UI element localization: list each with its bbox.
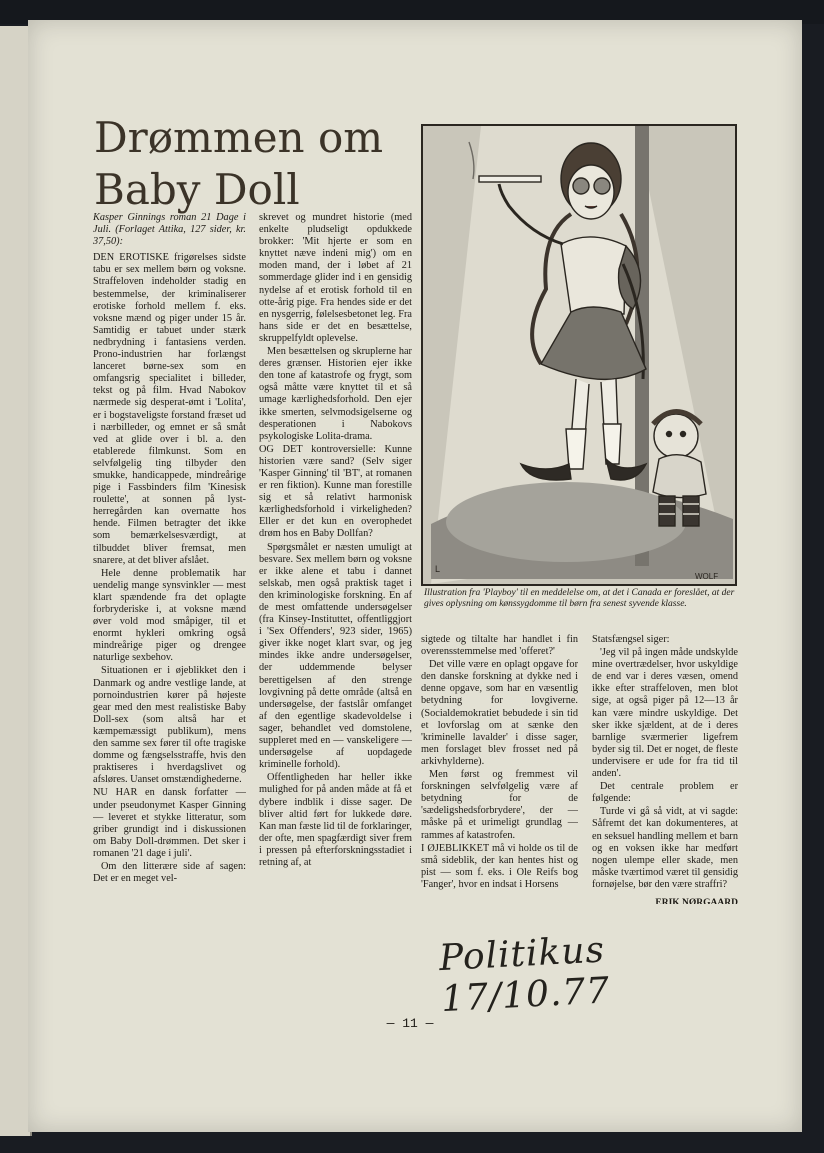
article-title: Drømmen om Baby Doll — [94, 113, 384, 214]
paragraph: OG DET kontroversielle: Kunne historien være sand? (Selv siger 'Kasper Ginning' til 'BT', at romanen er ren fiktion). Kunne man forestille sig et så relativt harmonisk kærlighedsforhold i virkeligheden? Eller er det kun en overophedet drøm hos en Baby Dollfan? — [259, 443, 412, 540]
paragraph: Om den litterære side af sagen: Det er en meget vel- — [93, 860, 246, 885]
handwritten-source-note: Politikus 17/10.77 — [438, 929, 612, 1021]
paragraph: Situationen er i øjeblikket den i Danmark og andre vestlige lande, at pornoindustrien kører på højeste gear med den mest realistiske Baby Doll-sex (som altså har et kæmpemæssigt publikum), mens den samme sex fører til ofte tragiske domme og fængselsstraffe, hvis den praktiseres i hverdagslivet og afsløres. Uanset omstændighederne. — [93, 665, 246, 786]
article-column-1 — [93, 212, 246, 902]
paragraph: Statsfængsel siger: — [592, 634, 670, 645]
paragraph: DEN EROTISKE frigørelses sidste tabu er sex mellem børn og voksne. Straffeloven indeholder stadig en bestemmelse, der kriminaliserer erotiske forhold mellem f. eks. voksne mænd og piger under 15 år. Samtidig er tabuet under stærk nedbrydning i fantasiens verden. Prono-industrien har forlængst lanceret børne-sex som en omfangsrig specialitet i billeder, tekst og på film. Hvad Nabokov nærmede sig desperat-ømt i 'Lolita', er i bogstaveligste forstand fræset ud i nærbilleder, og emnet er så småt ved at glide over i bl. a. den etablerede filmkunst. Som en selvfølgelig ting tilbyder den smukke, handicappede, mindreårige pige i Fassbinders film 'Kinesisk roulette', at sonnen på lyst-herregården kan overnatte hos hende. Filmen betragter det ikke som bemærkelsesværdigt, at tilbuddet bliver fremsat, men snarere, at det bliver afslået. — [93, 252, 246, 566]
page-number: — 11 — — [386, 1016, 434, 1031]
paragraph: skrevet og mundret historie (med enkelte pludseligt opdukkede brokker: 'Mit hjerte er som en knyttet næve indeni mig') om en moden mand, der i løbet af 21 sommerdage glider ind i en gensidig nydelse af et erotisk forhold til en otte-årig pige. Fra hendes side er det en nysgerrig, følelsesbetonet leg. Fra hans side er det en besættelse, skruppelfyldt oplevelse. — [259, 212, 412, 344]
article-column-2 — [259, 212, 412, 902]
paragraph: I ØJEBLIKKET må vi holde os til de små sideblik, der kan hentes hist og pist — som f. eks. i Ole Reifs bog 'Fanger', hvor en indsat i Horsens — [421, 842, 578, 890]
paragraph: Spørgsmålet er næsten umuligt at besvare. Sex mellem børn og voksne er ikke alene et tabu i dannet selskab, men også praktisk taget i den kriminologiske forskning. En af de mest omfattende undersøgelser (fra Kinsey-Instituttet, offentliggjort i 'Sex Offenders', 923 sider, 1965) giver ikke noget klart svar, og jeg mindes ikke andre undersøgelser, der uddemmende belyser berettigelsen af den strenge lovgivning på dette område (altså en undersøgelse, der fastslår omfanget af den egentlige skadevoldelse i sager, behandlet ved domstolene, suppleret med en — vanskeligere — undersøgelse af uopdagede kriminelle forhold). — [259, 541, 412, 771]
artist-signature: WOLF — [695, 572, 719, 581]
article-column-3 — [421, 634, 578, 904]
paragraph: Turde vi gå så vidt, at vi sagde: Såfremt det kan dokumenteres, at en seksuel handling mellem et barn og en voksen ikke har medført nogen ulempe eller skade, men måske tværtimod været til gensidig fornøjelse, bør den være straffri? — [592, 806, 738, 890]
paragraph: Men besættelsen og skruplerne har deres grænser. Historien ejer ikke den tone af katastrofe og frygt, som også måtte være knyttet til et så umage kærlighedsforhold. Den ejer ikke smerten, selvmodsigelserne og desperationen i Nabokovs psykologiske Lolita-drama. — [259, 346, 412, 442]
illustration-girl-with-doll — [421, 124, 737, 586]
article-column-4 — [592, 634, 738, 904]
illustration-caption: Illustration fra 'Playboy' til en meddelelse om, at det i Canada er foreslået, at der gives oplysning om kønssygdomme til børn fra senest syvende klasse. — [424, 588, 735, 609]
quote-paragraph: 'Jeg vil på ingen måde undskylde mine overtrædelser, hvor uskyldige de end var i deres væsen, omend ikke efter straffeloven, men blot sige, at også piger på 12—13 år kan være mindre uskyldige. Det sker ikke sjældent, at de i deres barnlige sværmerier ligefrem byder sig til. Det er noget, de fleste undervisere er ude for fra tid til anden'. — [592, 647, 738, 780]
paragraph: NU HAR en dansk forfatter — under pseudonymet Kasper Ginning — leveret et stykke litteratur, som griber grundigt ind i diskussionen om Baby Doll-drømmen. Det sker i romanen '21 dage i juli'. — [93, 787, 246, 859]
author-signature: ERIK NØRGAARD — [655, 897, 738, 904]
illustration-corner-mark: L — [435, 564, 441, 574]
paragraph: Det centrale problem er følgende: — [592, 781, 738, 805]
paragraph: Hele denne problematik har uendelig mange synsvinkler — mest klart spændende fra det oplagte forbryderiske i, at voksne mænd øver vold mod småpiger, til et enormt hykleri omkring også mindreårige piger og drengeе naturlige sexbehov. — [93, 567, 246, 664]
paragraph: Det ville være en oplagt opgave for den danske forskning at dykke ned i denne opgave, som har en væsentlig betydning for lovgiverne. (Socialdemokratiet bebudede i sin tid et lovforslag om at sænke den 'kriminelle lavalder' i disse sager, men forslaget blev frosset ned på arkivhylderne). — [421, 659, 578, 767]
paragraph: Men først og fremmest vil forskningen selvfølgelig være af betydning for de 'sædeligshedsforbrydere', der — måske på et urimeligt grundlag — rammes af katastrofen. — [421, 769, 578, 841]
paragraph: Offentligheden har heller ikke mulighed for på anden måde at få et dybere indblik i disse sager. De bliver altid ført for lukkede døre. Kan man fæste lid til de forklaringer, der ofte, men spagfærdigt siver frem i pressen på efterforskningsstadiet i retning af, at — [259, 772, 412, 868]
book-reference: Kasper Ginnings roman 21 Dage i Juli. (Forlaget Attika, 127 sider, kr. 37,50): — [93, 212, 246, 248]
paragraph: sigtede og tiltalte har handlet i fin overensstemmelse med 'offeret?' — [421, 634, 578, 658]
